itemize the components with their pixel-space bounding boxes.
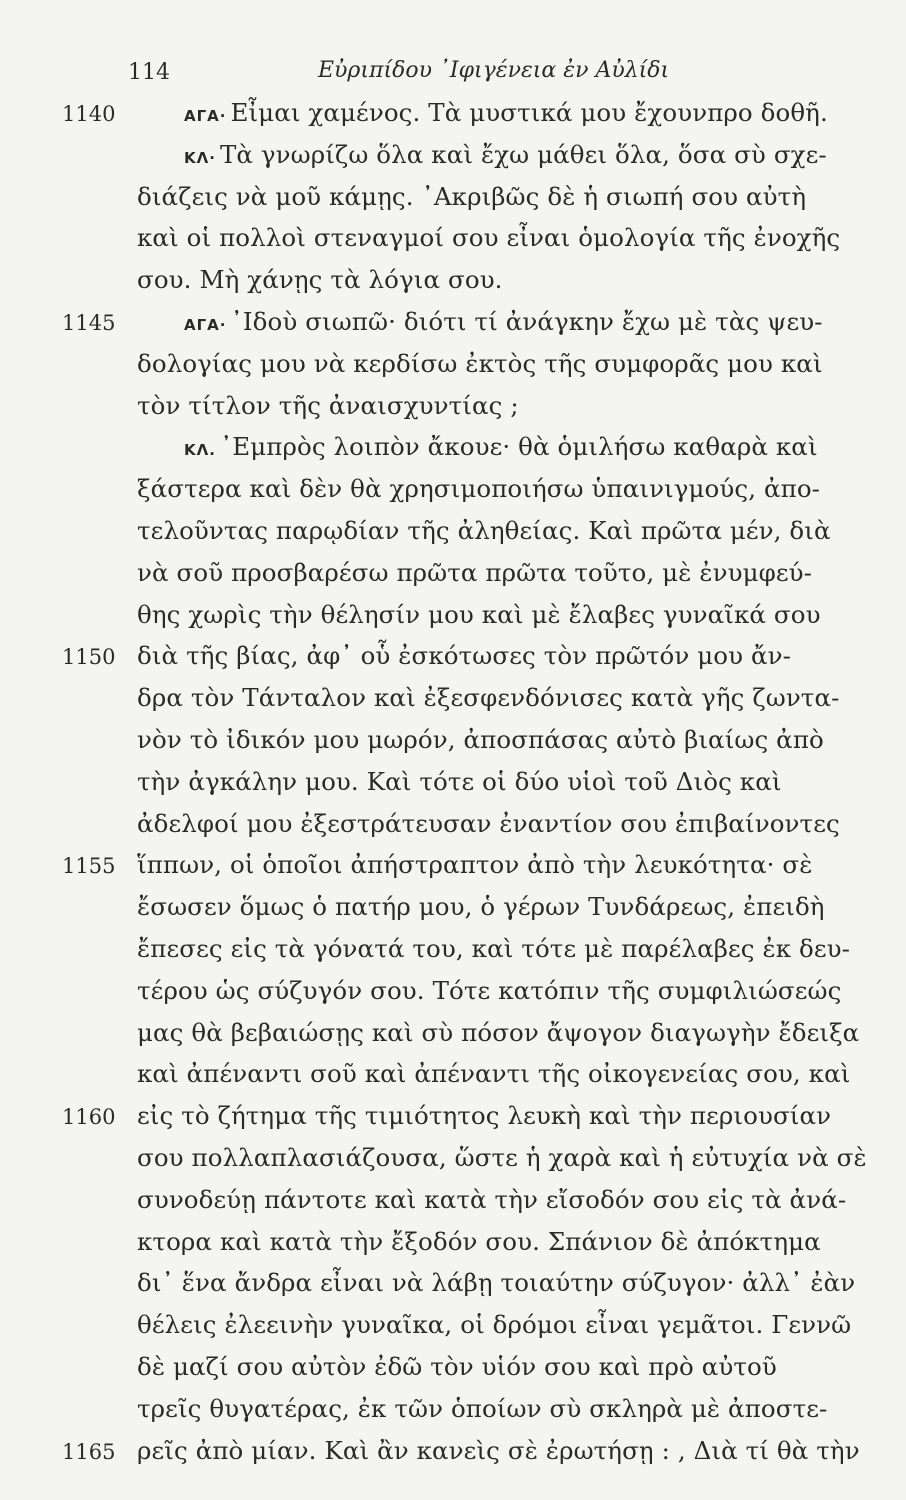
text-line (0, 803, 906, 845)
line-text (137, 683, 840, 712)
text-line (0, 844, 906, 886)
page-header (0, 52, 906, 92)
line-body: ἔπεσες εἰς τὰ γόνατά του, καὶ τότε μὲ παρέλαβες ἐκ δευ- (137, 933, 851, 963)
text-line (0, 1012, 906, 1054)
line-text (137, 1101, 831, 1130)
text-line (0, 217, 906, 259)
text-line (0, 176, 906, 218)
text-line (0, 886, 906, 928)
text-line (0, 343, 906, 385)
line-text (137, 391, 519, 420)
line-text (137, 1268, 855, 1297)
text-line (0, 719, 906, 761)
line-body: διὰ τῆς βίας, ἀφ᾿ οὗ ἐσκότωσες τὸν πρῶτόν μου ἄν- (137, 641, 792, 671)
text-line (0, 259, 906, 301)
line-body: δι᾿ ἕνα ἄνδρα εἶναι νὰ λάβῃ τοιαύτην σύζυγον· ἀλλ᾿ ἐὰν (137, 1268, 856, 1298)
text-line (0, 468, 906, 510)
line-text (137, 1018, 859, 1047)
line-text (184, 307, 823, 336)
text-line (0, 1430, 906, 1472)
line-text (137, 1352, 777, 1381)
line-body: ᾿Ιδοὺ σιωπῶ· διότι τί ἀνάγκην ἔχω μὲ τὰς ψευ- (230, 306, 823, 336)
line-text (137, 223, 840, 252)
line-body: σου πολλαπλασιάζουσα, ὥστε ἡ χαρὰ καὶ ἡ εὐτυχία νὰ σὲ (137, 1142, 867, 1172)
line-body: ἔσωσεν ὅμως ὁ πατήρ μου, ὁ γέρων Τυνδάρεως, ἐπειδὴ (137, 892, 825, 922)
line-body: καὶ ἀπέναντι σοῦ καὶ ἀπέναντι τῆς οἰκογενείας σου, καὶ (137, 1059, 851, 1089)
line-number: 1155 (62, 854, 116, 879)
line-text (137, 850, 812, 879)
text-line (0, 761, 906, 803)
line-body: διάζεις νὰ μοῦ κάμῃς. ᾿Ακριβῶς δὲ ἡ σιωπή σου αὐτὴ (137, 181, 807, 211)
speaker-label: ΚΛ. (184, 441, 216, 460)
text-line (0, 635, 906, 677)
line-body: θέλεις ἐλεεινὴν γυναῖκα, οἱ δρόμοι εἶναι γεμᾶτοι. Γεννῶ (137, 1310, 852, 1340)
line-body: συνοδεύῃ πάντοτε καὶ κατὰ τὴν εἴσοδόν σου εἰς τὰ ἀνά- (137, 1184, 847, 1214)
text-line (0, 134, 906, 176)
line-body: τὸν τίτλον τῆς ἀναισχυντίας ; (137, 390, 519, 420)
line-body: δολογίας μου νὰ κερδίσω ἐκτὸς τῆς συμφορᾶς μου καὶ (137, 348, 823, 378)
line-body: κτορα καὶ κατὰ τὴν ἔξοδόν σου. Σπάνιον δὲ ἀπόκτημα (137, 1226, 821, 1256)
line-body: ρεῖς ἀπὸ μίαν. Καὶ ἂν κανεὶς σὲ ἐρωτήσῃ : , Διὰ τί θὰ τὴν (137, 1435, 860, 1465)
line-text (137, 1059, 850, 1088)
line-text (137, 558, 812, 587)
line-body: νὰ σοῦ προσβαρέσω πρῶτα πρῶτα τοῦτο, μὲ ἐνυμφεύ- (137, 557, 813, 587)
line-text (137, 182, 806, 211)
text-line (0, 1095, 906, 1137)
line-text (137, 349, 823, 378)
line-body: ξάστερα καὶ δὲν θὰ χρησιμοποιήσω ὑπαινιγμούς, ἀπο- (137, 474, 821, 504)
line-body: ἀδελφοί μου ἐξεστράτευσαν ἐναντίον σου ἐπιβαίνοντες (137, 808, 840, 838)
line-text (137, 934, 850, 963)
line-body: μας θὰ βεβαιώσῃς καὶ σὺ πόσον ἄψογον διαγωγὴν ἔδειξα (137, 1017, 860, 1047)
line-text (137, 474, 820, 503)
line-text (137, 767, 782, 796)
verse-text-block (0, 92, 906, 1471)
line-number: 1160 (62, 1105, 116, 1130)
line-number: 1150 (62, 645, 116, 670)
line-text (184, 140, 827, 169)
line-text (137, 516, 831, 545)
line-body: εἰς τὸ ζήτημα τῆς τιμιότητος λευκὴ καὶ τὴν περιουσίαν (137, 1101, 832, 1131)
line-text (137, 725, 824, 754)
line-body: τὴν ἀγκάλην μου. Καὶ τότε οἱ δύο υἱοὶ τοῦ Διὸς καὶ (137, 766, 782, 796)
line-text (137, 1310, 851, 1339)
text-line (0, 970, 906, 1012)
text-line (0, 1346, 906, 1388)
line-text (137, 1143, 867, 1172)
line-text (137, 1185, 846, 1214)
text-line (0, 426, 906, 468)
line-body: νὸν τὸ ἰδικόν μου μωρόν, ἀποσπάσας αὐτὸ βιαίως ἀπὸ (137, 724, 824, 754)
line-body: ἵππων, οἱ ὁποῖοι ἀπήστραπτον ἀπὸ τὴν λευκότητα· σὲ (137, 850, 813, 880)
text-line (0, 301, 906, 343)
line-text (137, 600, 821, 629)
line-text (137, 265, 503, 294)
speaker-label: ΑΓΑ· (184, 315, 227, 334)
line-body: καὶ οἱ πολλοὶ στεναγμοί σου εἶναι ὁμολογία τῆς ἐνοχῆς (137, 223, 841, 253)
text-line (0, 1179, 906, 1221)
text-line (0, 1221, 906, 1263)
line-text (137, 976, 841, 1005)
page-number: 114 (128, 60, 170, 85)
line-body: σου. Μὴ χάνῃς τὰ λόγια σου. (137, 265, 503, 295)
text-line (0, 552, 906, 594)
text-line (0, 92, 906, 134)
line-text (137, 809, 840, 838)
text-line (0, 1053, 906, 1095)
text-line (0, 1137, 906, 1179)
line-text (137, 1227, 821, 1256)
line-number: 1145 (62, 310, 116, 335)
running-title: Εὐριπίδου ᾿Ιφιγένεια ἐν Αὐλίδι (318, 58, 670, 83)
line-number: 1140 (62, 102, 116, 126)
line-body: Εἶμαι χαμένος. Τὰ μυστικά μου ἔχουνπρο δοθῆ. (230, 98, 828, 127)
line-body: τέρου ὡς σύζυγόν σου. Τότε κατόπιν τῆς συμφιλιώσεώς (137, 975, 842, 1005)
line-text (184, 98, 828, 127)
text-line (0, 1304, 906, 1346)
text-line (0, 677, 906, 719)
speaker-label: ΑΓΑ· (184, 107, 227, 125)
line-body: θης χωρὶς τὴν θέλησίν μου καὶ μὲ ἔλαβες γυναῖκά σου (137, 599, 821, 629)
line-text (137, 892, 825, 921)
line-body: τρεῖς θυγατέρας, ἐκ τῶν ὁποίων σὺ σκληρὰ μὲ ἀποστε- (137, 1393, 828, 1423)
text-line (0, 385, 906, 427)
line-text (137, 1436, 860, 1465)
line-body: τελοῦντας παρῳδίαν τῆς ἀληθείας. Καὶ πρῶτα μέν, διὰ (137, 515, 831, 545)
line-body: ᾿Εμπρὸς λοιπὸν ἄκουε· θὰ ὁμιλήσω καθαρὰ καὶ (219, 432, 818, 462)
line-text (184, 432, 818, 461)
text-line (0, 1388, 906, 1430)
line-body: δρα τὸν Τάνταλον καὶ ἐξεσφενδόνισες κατὰ γῆς ζωντα- (137, 683, 840, 713)
text-line (0, 594, 906, 636)
text-line (0, 510, 906, 552)
speaker-label: ΚΛ· (184, 148, 216, 167)
line-text (137, 641, 791, 670)
text-line (0, 928, 906, 970)
line-number: 1165 (62, 1439, 116, 1464)
line-body: Τὰ γνωρίζω ὅλα καὶ ἔχω μάθει ὅλα, ὅσα σὺ σχε- (219, 139, 827, 169)
line-body: δὲ μαζί σου αὐτὸν ἐδῶ τὸν υἱόν σου καὶ πρὸ αὐτοῦ (137, 1351, 777, 1381)
line-text (137, 1394, 827, 1423)
text-line (0, 1262, 906, 1304)
